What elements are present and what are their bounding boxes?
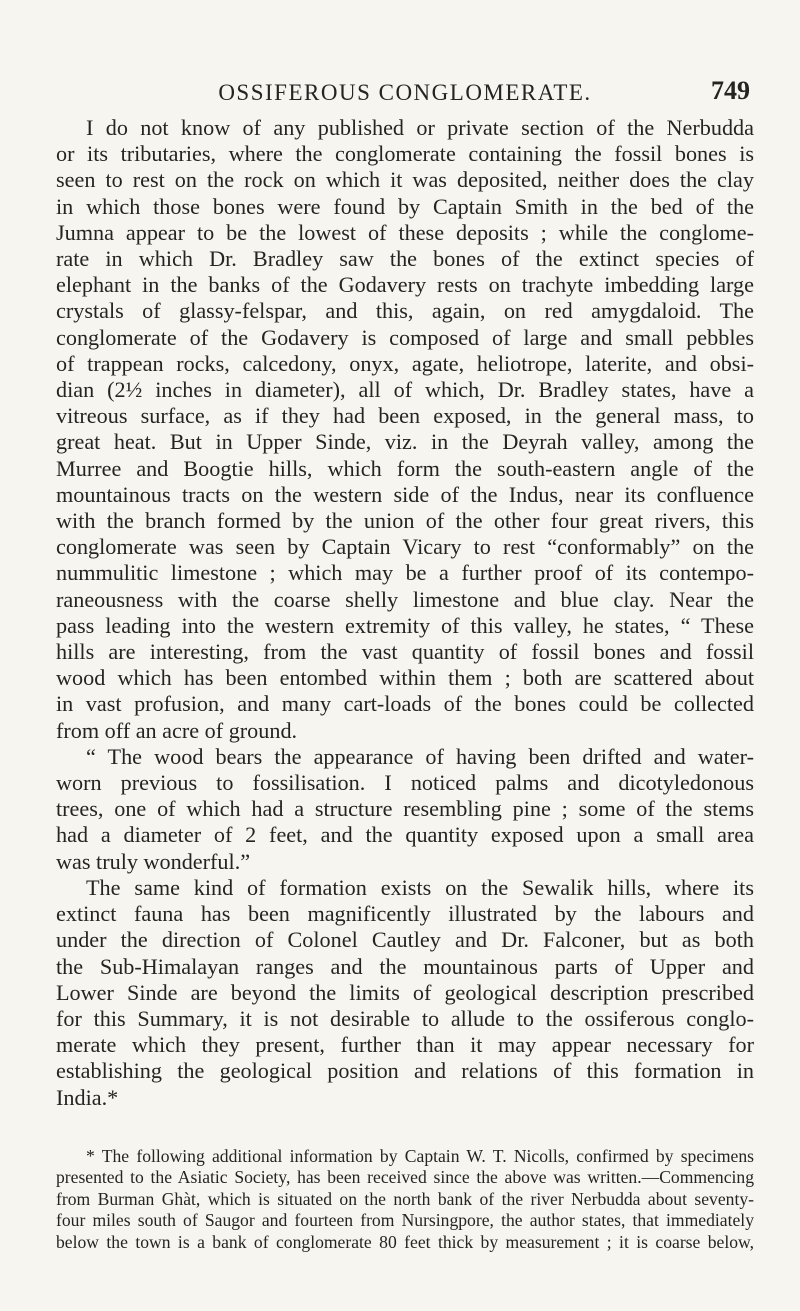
- text-line: extinct fauna has been magnificently illustrated by the labours and: [56, 901, 754, 927]
- body-text: [56, 115, 754, 1111]
- text-line: “ The wood bears the appearance of having been drifted and water-: [86, 743, 754, 769]
- text-line: rate in which Dr. Bradley saw the bones of the extinct species of: [56, 246, 754, 272]
- text-line: I do not know of any published or private section of the Nerbudda: [86, 115, 754, 140]
- text-line: trees, one of which had a structure resembling pine ; some of the stems: [56, 796, 754, 822]
- footnote-line: * The following additional information by Captain W. T. Nicolls, confirmed by specimens: [86, 1146, 754, 1166]
- text-line: under the direction of Colonel Cautley and Dr. Falconer, but as both: [56, 927, 754, 953]
- text-line: had a diameter of 2 feet, and the quantity exposed upon a small area: [56, 822, 754, 848]
- text-line: pass leading into the western extremity of this valley, he states, “ These: [56, 612, 754, 638]
- footnote: [56, 1146, 754, 1253]
- running-title: OSSIFEROUS CONGLOMERATE.: [218, 80, 592, 105]
- text-line: conglomerate was seen by Captain Vicary to rest “conformably” on the: [56, 534, 754, 560]
- text-line: India.*: [56, 1084, 119, 1110]
- text-line: from off an acre of ground.: [56, 717, 298, 743]
- text-line: elephant in the banks of the Godavery rests on trachyte imbedding large: [56, 272, 754, 298]
- page-number: 749: [711, 76, 750, 105]
- text-line: for this Summary, it is not desirable to allude to the ossiferous conglo-: [56, 1005, 754, 1031]
- text-line: was truly wonderful.”: [56, 848, 251, 874]
- text-line: in which those bones were found by Captain Smith in the bed of the: [56, 193, 754, 219]
- footnote-line: from Burman Ghàt, which is situated on the north bank of the river Nerbudda about seventy-: [56, 1188, 754, 1209]
- text-line: crystals of glassy-felspar, and this, again, on red amygdaloid. The: [56, 298, 754, 324]
- text-line: of trappean rocks, calcedony, onyx, agate, heliotrope, laterite, and obsi-: [56, 350, 754, 376]
- text-line: Jumna appear to be the lowest of these deposits ; while the conglome-: [56, 219, 754, 245]
- text-line: establishing the geological position and relations of this formation in: [56, 1058, 754, 1084]
- text-line: conglomerate of the Godavery is composed of large and small pebbles: [56, 324, 754, 350]
- text-line: great heat. But in Upper Sinde, viz. in the Deyrah valley, among the: [56, 429, 754, 455]
- text-line: raneousness with the coarse shelly limestone and blue clay. Near the: [56, 586, 754, 612]
- text-line: the Sub-Himalayan ranges and the mountainous parts of Upper and: [56, 953, 754, 979]
- footnote-line: presented to the Asiatic Society, has been received since the above was written.—Commencing: [56, 1167, 754, 1188]
- text-line: vitreous surface, as if they had been exposed, in the general mass, to: [56, 403, 754, 429]
- footnote-line: below the town is a bank of conglomerate 80 feet thick by measurement ; it is coarse below,: [56, 1231, 754, 1252]
- text-line: merate which they present, further than it may appear necessary for: [56, 1032, 754, 1058]
- text-line: hills are interesting, from the vast quantity of fossil bones and fossil: [56, 639, 754, 665]
- text-line: nummulitic limestone ; which may be a further proof of its contempo-: [56, 560, 754, 586]
- text-line: with the branch formed by the union of the other four great rivers, this: [56, 508, 754, 534]
- text-line: seen to rest on the rock on which it was deposited, neither does the clay: [56, 167, 754, 193]
- text-line: in vast profusion, and many cart-loads of the bones could be collected: [56, 691, 754, 717]
- running-head: [60, 76, 750, 110]
- text-line: wood which has been entombed within them ; both are scattered about: [56, 665, 754, 691]
- text-line: Lower Sinde are beyond the limits of geological description prescribed: [56, 979, 754, 1005]
- text-line: or its tributaries, where the conglomerate containing the fossil bones is: [56, 141, 754, 167]
- text-line: The same kind of formation exists on the Sewalik hills, where its: [86, 874, 754, 900]
- text-line: dian (2½ inches in diameter), all of which, Dr. Bradley states, have a: [56, 377, 754, 403]
- text-line: worn previous to fossilisation. I noticed palms and dicotyledonous: [56, 770, 754, 796]
- text-line: Murree and Boogtie hills, which form the south-eastern angle of the: [56, 455, 754, 481]
- footnote-line: four miles south of Saugor and fourteen from Nursingpore, the author states, that immediately: [56, 1210, 754, 1231]
- text-line: mountainous tracts on the western side of the Indus, near its confluence: [56, 481, 754, 507]
